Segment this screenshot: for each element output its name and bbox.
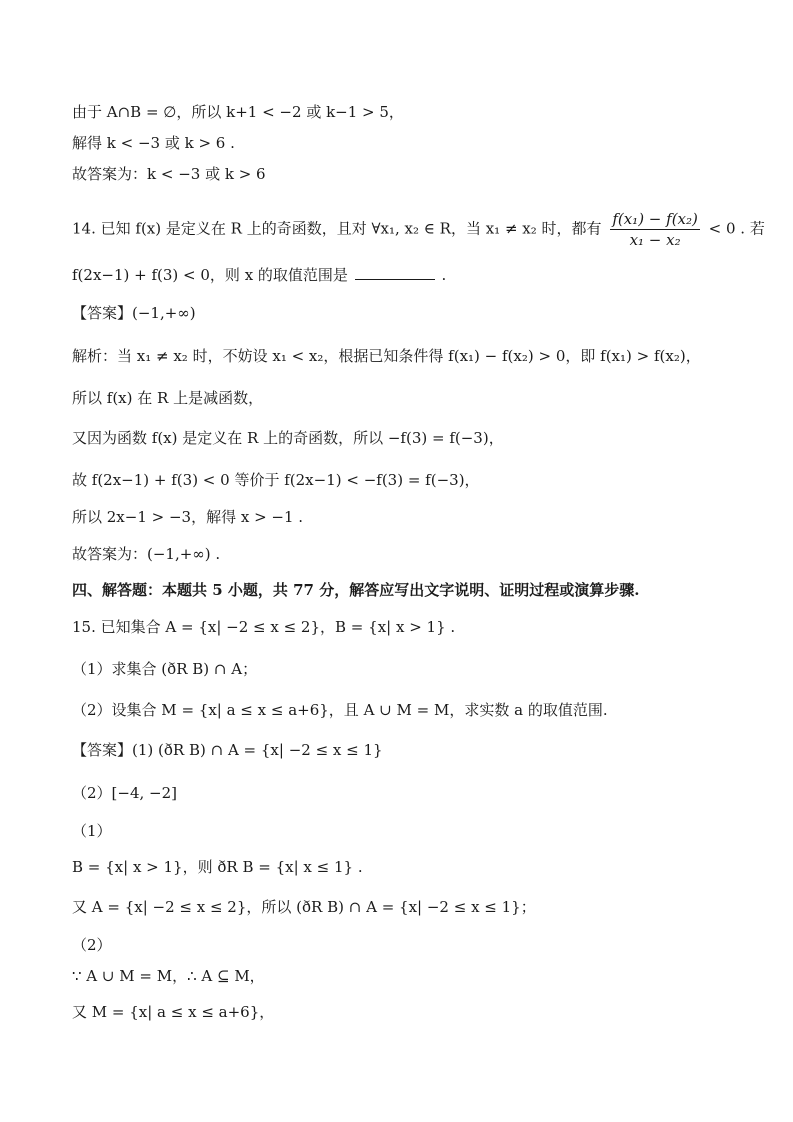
answer-blank	[355, 265, 435, 280]
solution-14-line-4: 故 f(2x−1) + f(3) < 0 等价于 f(2x−1) < −f(3) = f(−3)，	[72, 471, 480, 489]
problem-14-stem	[72, 209, 765, 250]
solution-15-label-2: （2）	[72, 936, 112, 954]
solution-15-line-3: ∵ A ∪ M = M，∴ A ⊆ M，	[72, 967, 265, 985]
solution-14-line-6: 故答案为：(−1,+∞) .	[72, 545, 221, 563]
solution-15-line-2: 又 A = {x| −2 ≤ x ≤ 2}，所以 (ðR B) ∩ A = {x| −2 ≤ x ≤ 1}；	[72, 898, 536, 916]
problem-15-part-1: （1）求集合 (ðR B) ∩ A；	[72, 660, 258, 678]
text-line-3: 故答案为：k < −3 或 k > 6	[72, 165, 266, 183]
problem-14-condition-text: f(2x−1) + f(3) < 0，则 x 的取值范围是	[72, 266, 348, 284]
problem-14-condition	[72, 264, 733, 286]
problem-15-part-2: （2）设集合 M = {x| a ≤ x ≤ a+6}，且 A ∪ M = M，求实数 a 的取值范围.	[72, 701, 608, 719]
answer-14: 【答案】(−1,+∞)	[72, 304, 196, 322]
solution-14-line-1: 解析：当 x₁ ≠ x₂ 时，不妨设 x₁ < x₂，根据已知条件得 f(x₁) − f(x₂) > 0，即 f(x₁) > f(x₂)，	[72, 347, 701, 365]
answer-15-part-2: （2）[−4, −2]	[72, 784, 178, 802]
problem-14-text: 14. 已知 f(x) 是定义在 R 上的奇函数，且对 ∀x₁, x₂ ∈ R，当 x₁ ≠ x₂ 时，都有	[72, 219, 602, 238]
solution-15-line-1: B = {x| x > 1}，则 ðR B = {x| x ≤ 1} .	[72, 858, 363, 876]
problem-14-period: .	[441, 266, 447, 284]
difference-quotient-fraction	[610, 209, 700, 250]
solution-15-label-1: （1）	[72, 822, 112, 840]
solution-14-line-2: 所以 f(x) 在 R 上是减函数，	[72, 389, 264, 407]
problem-15-stem: 15. 已知集合 A = {x| −2 ≤ x ≤ 2}，B = {x| x > 1} .	[72, 618, 456, 636]
answer-15-part-1: 【答案】(1) (ðR B) ∩ A = {x| −2 ≤ x ≤ 1}	[72, 741, 383, 759]
problem-14-tail: < 0 . 若	[708, 219, 765, 238]
text-line-2: 解得 k < −3 或 k > 6 .	[72, 134, 235, 152]
section-heading: 四、解答题：本题共 5 小题，共 77 分，解答应写出文字说明、证明过程或演算步骤.	[72, 581, 640, 599]
fraction-denominator: x₁ − x₂	[629, 231, 681, 249]
solution-14-line-3: 又因为函数 f(x) 是定义在 R 上的奇函数，所以 −f(3) = f(−3)，	[72, 429, 504, 447]
text-line-1: 由于 A∩B = ∅，所以 k+1 < −2 或 k−1 > 5，	[72, 103, 404, 121]
solution-14-line-5: 所以 2x−1 > −3，解得 x > −1 .	[72, 508, 304, 526]
solution-15-line-4: 又 M = {x| a ≤ x ≤ a+6}，	[72, 1003, 275, 1021]
fraction-numerator: f(x₁) − f(x₂)	[612, 210, 698, 228]
